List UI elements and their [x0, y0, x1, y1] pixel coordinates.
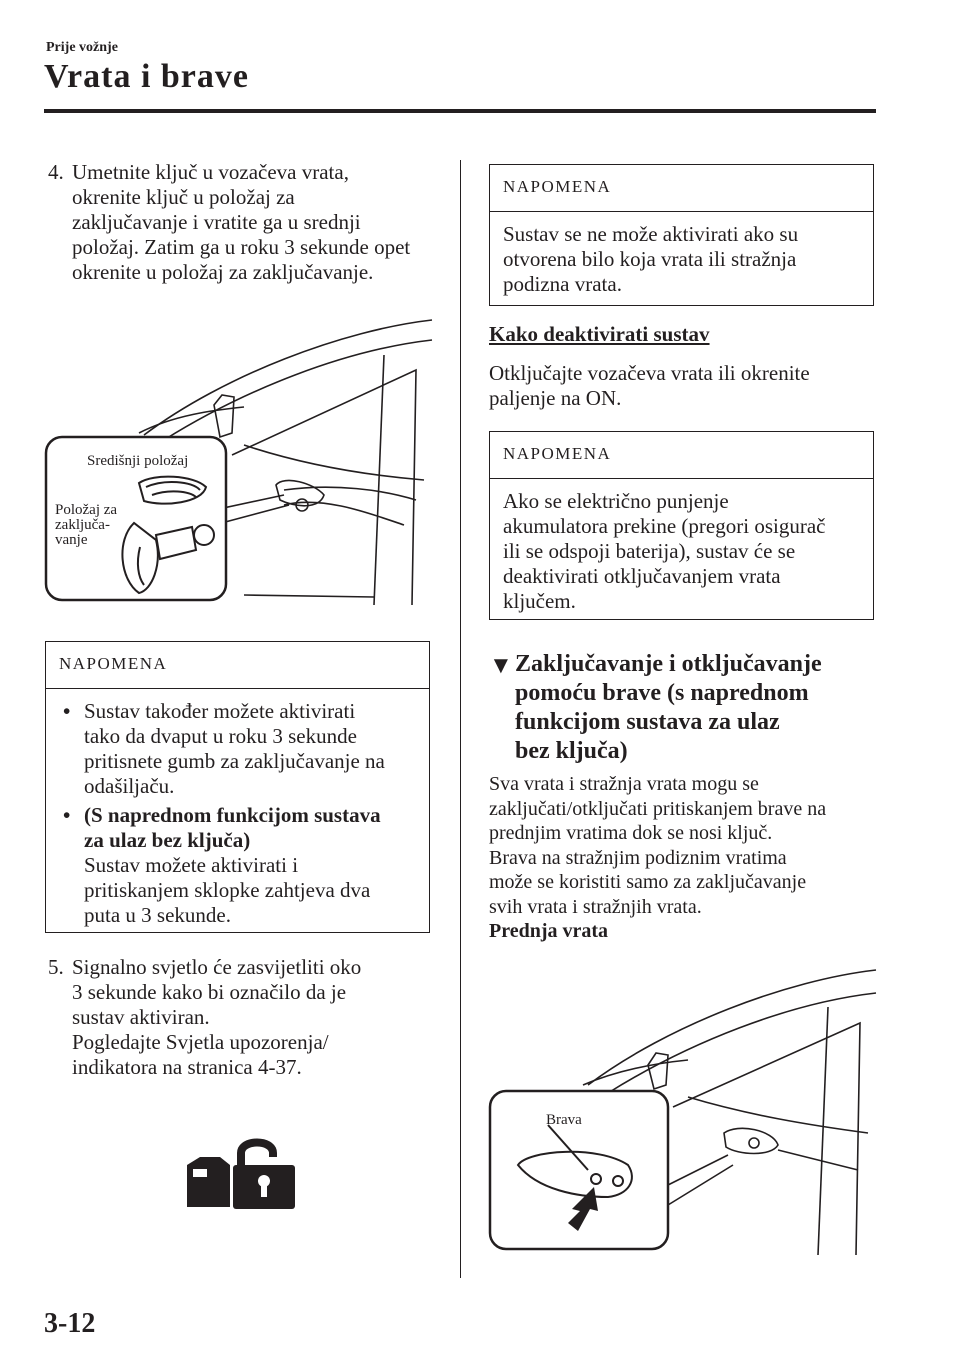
step-number: 4. [48, 160, 64, 184]
note-heading: NAPOMENA [490, 165, 873, 212]
step-line: Umetnite ključ u vozačeva vrata, [72, 160, 349, 184]
note-line: odašiljaču. [84, 774, 175, 798]
para-line: paljenje na ON. [489, 386, 622, 410]
note-line: • Sustav također možete aktivirati [84, 699, 356, 723]
note-heading: NAPOMENA [46, 642, 429, 689]
body-paragraph [489, 772, 889, 944]
step-line: okrenite u položaj za zaključavanje. [72, 260, 374, 284]
lock-position-label [55, 503, 117, 548]
column-divider [460, 160, 461, 1278]
note-line: Sustav možete aktivirati i [84, 853, 299, 877]
door-lock-figure [44, 315, 434, 605]
security-indicator-icon [185, 1135, 300, 1215]
page-title: Vrata i brave [44, 58, 249, 95]
note-line: puta u 3 sekunde. [84, 903, 231, 927]
note-box [489, 164, 874, 306]
step-line: 3 sekunde kako bi označilo da je [72, 980, 347, 1004]
note-line: tako da dvaput u roku 3 sekunde [84, 724, 357, 748]
para-line: zaključati/otključati pritiskanjem brave na [489, 797, 827, 820]
note-line: pritiskanjem sklopke zahtjeva dva [84, 878, 371, 902]
section-heading [489, 650, 879, 766]
para-line: prednjim vratima dok se nosi ključ. [489, 822, 773, 844]
note-line: otvorena bilo koja vrata ili stražnja [503, 247, 797, 271]
lock-button-label: Brava [546, 1112, 582, 1128]
label-line: Položaj za [55, 502, 118, 518]
step-line: okrenite ključ u položaj za [72, 185, 295, 209]
triangle-marker-icon: ▼ [489, 653, 513, 679]
step-line: Signalno svjetlo će zasvijetliti oko [72, 955, 362, 979]
door-handle-figure [488, 965, 878, 1255]
heading-line: funkcijom sustava za ulaz [515, 709, 780, 735]
para-line: može se koristiti samo za zaključavanje [489, 871, 807, 893]
note-line: pritisnete gumb za zaključavanje na [84, 749, 385, 773]
note-bullet [59, 699, 416, 799]
step-line: sustav aktiviran. [72, 1005, 210, 1029]
step-number: 5. [48, 955, 64, 979]
step-5 [48, 955, 448, 1080]
para-line: Brava na stražnjim podiznim vratima [489, 846, 787, 869]
note-heading: NAPOMENA [490, 432, 873, 479]
door-handle-illustration [488, 965, 878, 1255]
label-line: zaključa- [55, 517, 110, 533]
note-line: ili se odspoji baterija), sustav će se [503, 539, 796, 563]
step-line: zaključavanje i vratite ga u srednji [72, 210, 361, 234]
para-line: Otključajte vozačeva vrata ili okrenite [489, 361, 810, 385]
title-rule [44, 109, 876, 113]
section-label: Prije vožnje [46, 40, 118, 55]
heading-line: pomoću brave (s naprednom [515, 680, 809, 706]
deactivate-text [489, 361, 879, 411]
step-line: Pogledajte Svjetla upozorenja/ [72, 1030, 329, 1054]
note-line: akumulatora prekine (pregori osigurač [503, 514, 826, 538]
note-line: ključem. [503, 589, 576, 613]
heading-line: Zaključavanje i otključavanje [515, 651, 822, 677]
para-line: Sva vrata i stražnja vrata mogu se [489, 773, 759, 795]
para-line: svih vrata i stražnjih vrata. [489, 895, 702, 918]
page-number: 3-12 [44, 1308, 96, 1339]
center-position-label: Središnji položaj [87, 453, 189, 469]
note-line: deaktivirati otključavanjem vrata [503, 564, 781, 588]
note-bullet [59, 803, 416, 928]
note-line: Sustav se ne može aktivirati ako su [503, 222, 799, 246]
deactivate-heading: Kako deaktivirati sustav [489, 322, 710, 346]
note-line: • (S naprednom funkcijom sustava [84, 803, 381, 827]
note-line: za ulaz bez ključa) [84, 828, 251, 852]
front-doors-label: Prednja vrata [489, 920, 609, 942]
note-line: Ako se električno punjenje [503, 489, 729, 513]
step-line: položaj. Zatim ga u roku 3 sekunde opet [72, 235, 411, 259]
label-line: vanje [55, 532, 88, 548]
step-line: indikatora na stranica 4-37. [72, 1055, 302, 1079]
heading-line: bez ključa) [515, 738, 628, 764]
note-box [489, 431, 874, 620]
note-line: podizna vrata. [503, 272, 622, 296]
step-4 [48, 160, 448, 285]
note-box [45, 641, 430, 933]
